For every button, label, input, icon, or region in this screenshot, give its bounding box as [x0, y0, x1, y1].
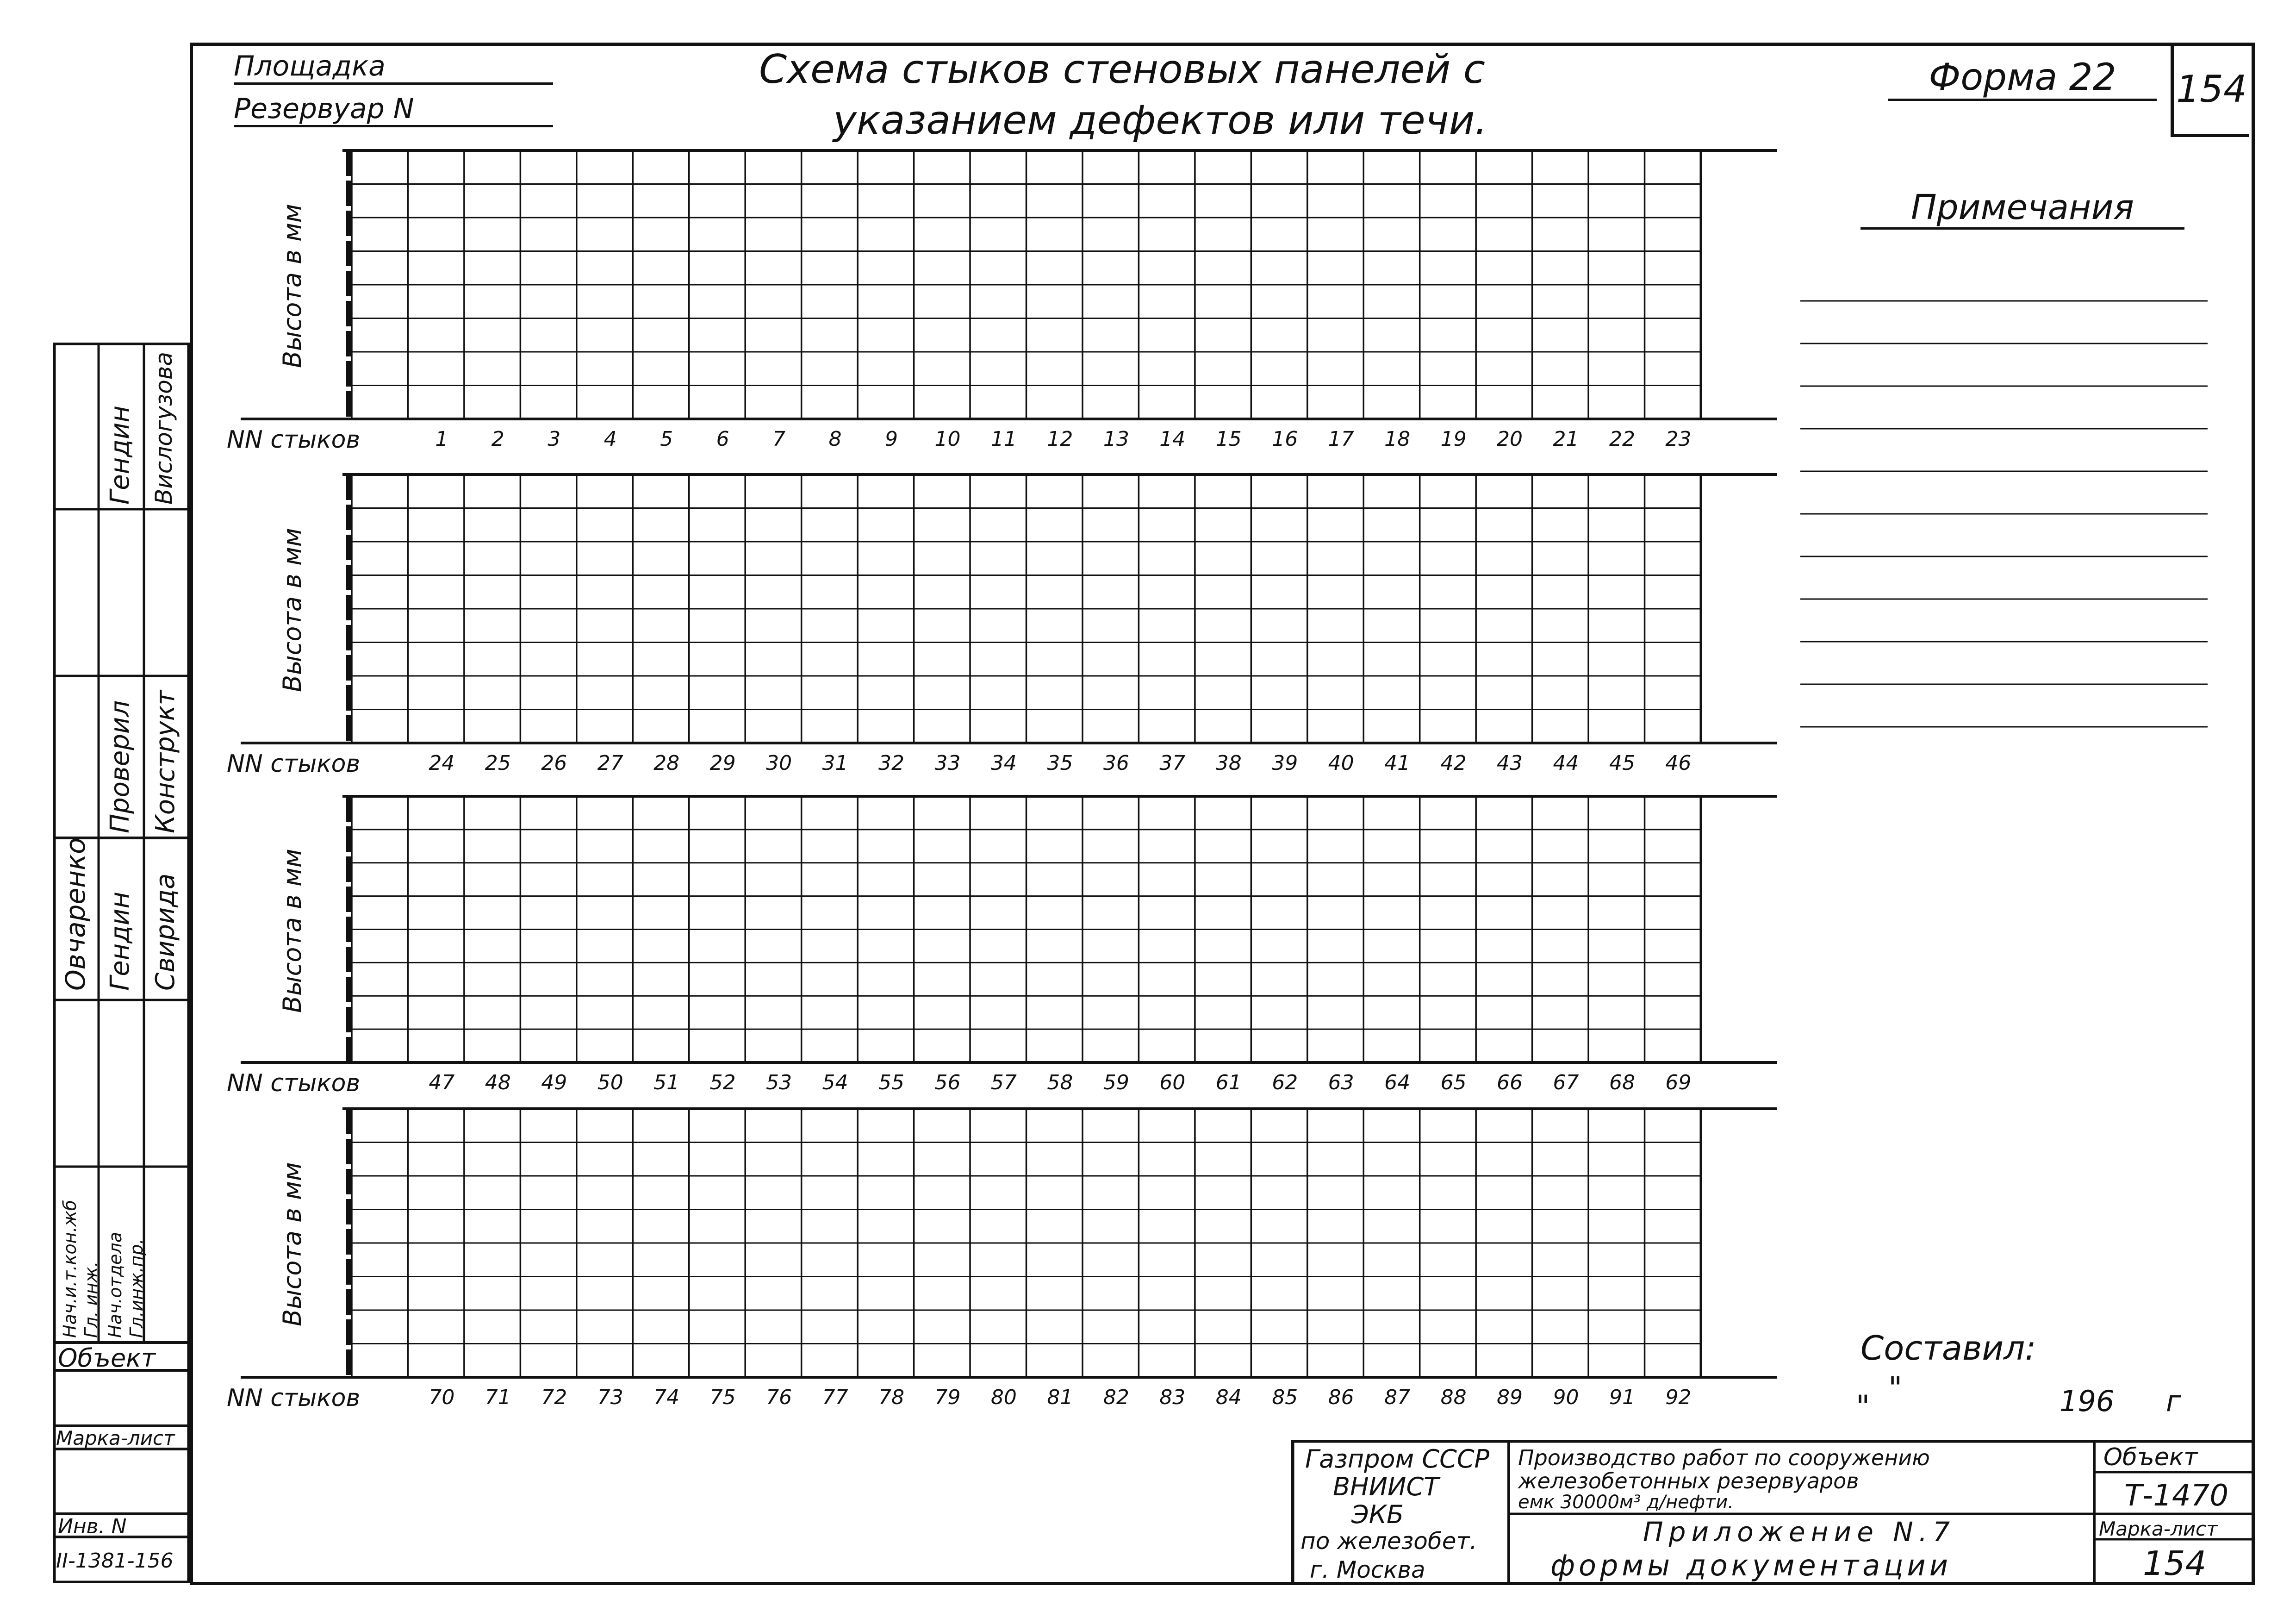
- joint-number: 28: [653, 751, 680, 775]
- joint-number: 14: [1159, 427, 1186, 451]
- height-axis-label: Высота в мм: [278, 1162, 307, 1326]
- joint-number: 83: [1159, 1386, 1186, 1409]
- org-line-3: ЭКБ: [1351, 1500, 1404, 1529]
- joint-number: 58: [1047, 1071, 1073, 1094]
- work-line-1: Производство работ по сооружению: [1518, 1445, 1930, 1470]
- side-object-label: Объект: [58, 1343, 156, 1373]
- joints-axis-label: NN стыков: [227, 426, 361, 454]
- joint-number: 53: [766, 1071, 792, 1094]
- joint-number: 24: [429, 751, 455, 775]
- joint-number: 32: [878, 751, 904, 775]
- joints-axis-label: NN стыков: [227, 1384, 361, 1412]
- joint-number: 56: [934, 1071, 961, 1094]
- joint-number: 72: [541, 1386, 567, 1409]
- joint-number: 40: [1328, 751, 1354, 775]
- joint-number: 88: [1440, 1386, 1467, 1409]
- joint-number: 69: [1665, 1071, 1692, 1094]
- side-mark-label: Марка-лист: [56, 1427, 175, 1449]
- org-line-2: ВНИИСТ: [1333, 1472, 1439, 1501]
- role-5: Проверил: [105, 700, 135, 833]
- joint-number: 66: [1497, 1071, 1523, 1094]
- joint-number: 76: [766, 1386, 792, 1409]
- joint-number: 10: [934, 427, 961, 451]
- compiled-label: Составил:: [1860, 1329, 2036, 1368]
- joint-number: 51: [653, 1071, 680, 1094]
- joint-number: 87: [1384, 1386, 1411, 1409]
- joint-number: 30: [766, 751, 792, 775]
- joint-number: 77: [822, 1386, 848, 1409]
- joint-number: 75: [709, 1386, 736, 1409]
- joint-number: 47: [429, 1071, 455, 1094]
- joint-number: 6: [716, 427, 729, 451]
- joint-number: 7: [772, 427, 786, 451]
- joint-number: 73: [597, 1386, 623, 1409]
- object-value: Т-1470: [2124, 1479, 2229, 1513]
- joint-number: 68: [1609, 1071, 1635, 1094]
- joint-number: 29: [709, 751, 736, 775]
- joint-number: 57: [990, 1071, 1017, 1094]
- joint-number: 81: [1047, 1386, 1073, 1409]
- joint-number: 8: [828, 427, 842, 451]
- joint-number: 90: [1553, 1386, 1579, 1409]
- joint-number: 39: [1272, 751, 1298, 775]
- joint-number: 46: [1665, 751, 1692, 775]
- compiled-year: 196: [2060, 1384, 2115, 1418]
- appendix-title: Приложение N.7: [1643, 1516, 1956, 1548]
- height-axis-label: Высота в мм: [278, 848, 307, 1013]
- joint-number: 15: [1215, 427, 1242, 451]
- joint-number: 74: [653, 1386, 680, 1409]
- joint-number: 50: [597, 1071, 623, 1094]
- joint-number: 64: [1384, 1071, 1411, 1094]
- joint-number: 63: [1328, 1071, 1354, 1094]
- joint-number: 48: [485, 1071, 511, 1094]
- joint-number: 45: [1609, 751, 1635, 775]
- joint-number: 62: [1272, 1071, 1298, 1094]
- joint-number: 18: [1384, 427, 1411, 451]
- joint-number: 36: [1103, 751, 1129, 775]
- joint-number: 12: [1047, 427, 1073, 451]
- joint-number: 26: [541, 751, 567, 775]
- title-line-2: указанием дефектов или течи.: [833, 97, 1487, 144]
- name-2: Гендин: [105, 892, 135, 991]
- joint-number: 3: [548, 427, 561, 451]
- joints-axis-label: NN стыков: [227, 750, 361, 778]
- joint-number: 61: [1215, 1071, 1242, 1094]
- work-line-2: железобетонных резервуаров: [1518, 1468, 1859, 1493]
- side-stamp: [53, 343, 190, 1583]
- joint-number: 23: [1665, 427, 1692, 451]
- joint-number: 34: [990, 751, 1017, 775]
- tank-label: Резервуар N: [234, 93, 553, 127]
- joint-number: 11: [990, 427, 1017, 451]
- role-1: Нач.и.т.кон.жб: [60, 1199, 80, 1338]
- joint-number: 52: [709, 1071, 736, 1094]
- org-line-5: г. Москва: [1310, 1556, 1425, 1583]
- name-5: Вислогузова: [150, 352, 177, 505]
- role-4: Гл.инж.пр.: [126, 1238, 147, 1338]
- joint-number: 49: [541, 1071, 567, 1094]
- joint-number: 4: [604, 427, 617, 451]
- joint-number: 92: [1665, 1386, 1692, 1409]
- title-line-1: Схема стыков стеновых панелей с: [759, 46, 1486, 93]
- joint-number: 2: [491, 427, 504, 451]
- joint-number: 19: [1440, 427, 1467, 451]
- joint-number: 43: [1497, 751, 1523, 775]
- joint-number: 54: [822, 1071, 848, 1094]
- joint-number: 80: [990, 1386, 1017, 1409]
- compiled-quote-open: ": [1856, 1389, 1870, 1424]
- joint-number: 59: [1103, 1071, 1129, 1094]
- joint-number: 21: [1553, 427, 1579, 451]
- joint-number: 89: [1497, 1386, 1523, 1409]
- org-line-1: Газпром СССР: [1305, 1444, 1490, 1474]
- object-label: Объект: [2103, 1443, 2198, 1471]
- joint-number: 13: [1103, 427, 1129, 451]
- joint-number: 91: [1609, 1386, 1635, 1409]
- role-6: Конструкт: [150, 690, 180, 833]
- site-label: Площадка: [234, 50, 553, 85]
- joint-number: 79: [934, 1386, 961, 1409]
- joint-number: 38: [1215, 751, 1242, 775]
- joint-number: 60: [1159, 1071, 1186, 1094]
- joint-number: 65: [1440, 1071, 1467, 1094]
- mark-value: 154: [2143, 1544, 2207, 1583]
- joint-number: 55: [878, 1071, 904, 1094]
- joint-number: 78: [878, 1386, 904, 1409]
- notes-title: Примечания: [1860, 187, 2184, 230]
- name-4: Гендин: [105, 406, 135, 505]
- joint-number: 9: [885, 427, 898, 451]
- joint-number: 22: [1609, 427, 1635, 451]
- joint-number: 16: [1272, 427, 1298, 451]
- compiled-quote-close: ": [1888, 1370, 1903, 1406]
- form-label: Форма 22: [1888, 56, 2157, 101]
- joint-number: 41: [1384, 751, 1411, 775]
- role-2: Гл. инж.: [81, 1261, 101, 1338]
- work-line-3: емк 30000м³ д/нефти.: [1518, 1492, 1734, 1513]
- joint-number: 44: [1553, 751, 1579, 775]
- joint-number: 31: [822, 751, 848, 775]
- title-block: [1291, 1440, 2255, 1585]
- joint-number: 27: [597, 751, 623, 775]
- role-3: Нач.отдела: [105, 1231, 125, 1338]
- joint-number: 71: [485, 1386, 511, 1409]
- height-axis-label: Высота в мм: [278, 204, 307, 368]
- mark-label: Марка-лист: [2099, 1518, 2218, 1540]
- joint-number: 1: [435, 427, 448, 451]
- side-inv-label: Инв. N: [58, 1515, 127, 1538]
- joints-axis-label: NN стыков: [227, 1069, 361, 1097]
- joint-number: 86: [1328, 1386, 1354, 1409]
- height-axis-label: Высота в мм: [278, 528, 307, 692]
- joint-number: 25: [485, 751, 511, 775]
- page-number: 154: [2176, 68, 2247, 111]
- name-1: Овчаренко: [60, 837, 91, 991]
- joint-number: 37: [1159, 751, 1186, 775]
- org-line-4: по железобет.: [1300, 1528, 1477, 1555]
- joint-number: 33: [934, 751, 961, 775]
- joint-number: 20: [1497, 427, 1523, 451]
- side-inv-number: II-1381-156: [56, 1549, 174, 1573]
- joint-number: 42: [1440, 751, 1467, 775]
- joint-number: 67: [1553, 1071, 1579, 1094]
- joint-number: 85: [1272, 1386, 1298, 1409]
- compiled-year-suffix: г: [2166, 1384, 2181, 1418]
- joint-number: 35: [1047, 751, 1073, 775]
- joint-number: 82: [1103, 1386, 1129, 1409]
- joint-number: 84: [1215, 1386, 1242, 1409]
- name-3: Свирида: [150, 873, 180, 991]
- forms-title: формы документации: [1550, 1549, 1952, 1582]
- joint-number: 70: [429, 1386, 455, 1409]
- joint-number: 17: [1328, 427, 1354, 451]
- joint-number: 5: [660, 427, 673, 451]
